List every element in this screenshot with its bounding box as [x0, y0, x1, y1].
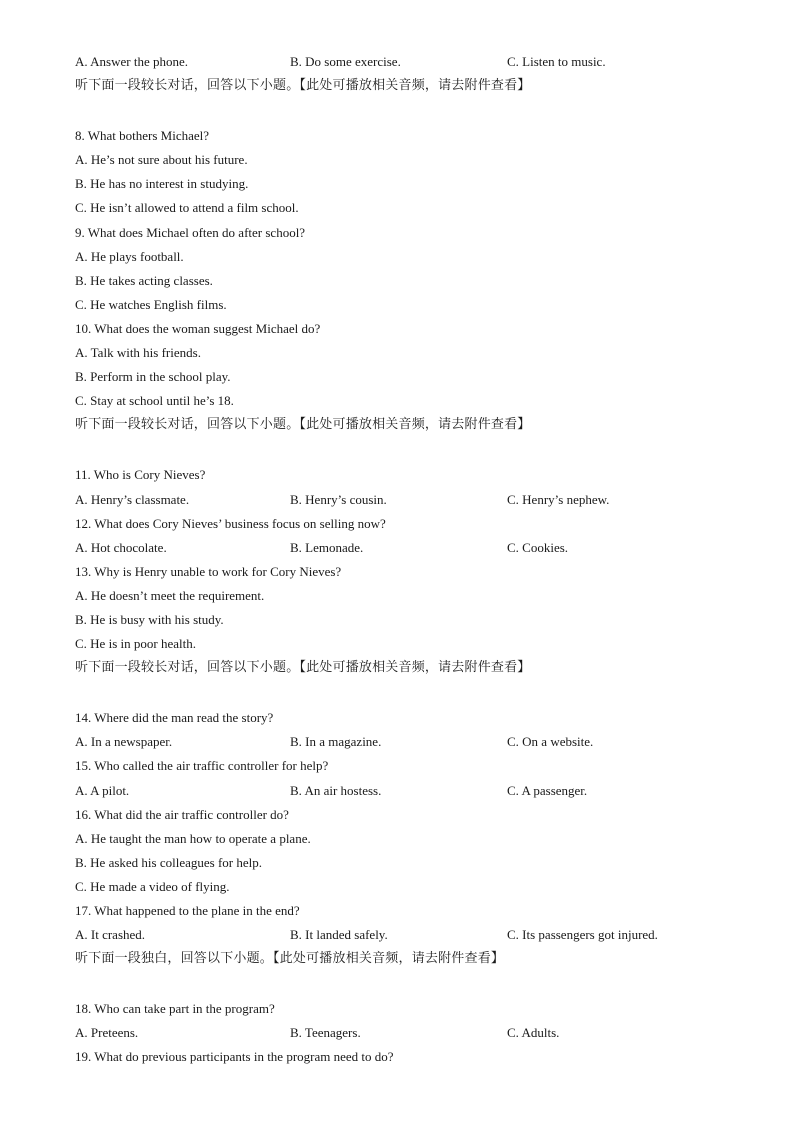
q8-option-b: B. He has no interest in studying.: [75, 176, 249, 192]
q18-options: [75, 1021, 755, 1045]
q11-option-c: C. Henry’s nephew.: [507, 491, 610, 507]
q11-options: [75, 488, 755, 512]
q8-option-a: A. He’s not sure about his future.: [75, 152, 248, 168]
q11-option-b: B. Henry’s cousin.: [290, 491, 387, 507]
q12-option-c: C. Cookies.: [507, 539, 569, 555]
q15-stem: 15. Who called the air traffic controller for help?: [75, 758, 329, 774]
q17-stem: 17. What happened to the plane in the end?: [75, 903, 300, 918]
q10-option-c: C. Stay at school until he’s 18.: [75, 393, 234, 409]
q14-option-b: B. In a magazine.: [290, 734, 382, 750]
q15-option-b: B. An air hostess.: [290, 782, 382, 798]
q8-option-c: C. He isn’t allowed to attend a film school.: [75, 200, 299, 216]
q18-option-a: A. Preteens.: [75, 1025, 139, 1041]
q7-option-b: B. Do some exercise.: [290, 54, 401, 69]
q17-options: [75, 923, 755, 947]
q18-stem: 18. Who can take part in the program?: [75, 1001, 275, 1017]
q14-stem: 14. Where did the man read the story?: [75, 710, 274, 726]
q14-option-a: A. In a newspaper.: [75, 734, 173, 750]
listening-instruction-monologue: 听下面一段独白，回答以下小题。【此处可播放相关音频，请去附件查看】: [75, 951, 505, 967]
q11-stem: 11. Who is Cory Nieves?: [75, 467, 206, 483]
q18-option-c: C. Adults.: [507, 1025, 560, 1041]
q16-option-b: B. He asked his colleagues for help.: [75, 854, 263, 870]
q10-option-b: B. Perform in the school play.: [75, 369, 231, 385]
q7-option-c: C. Listen to music.: [507, 54, 606, 69]
q7-option-a: A. Answer the phone.: [75, 54, 189, 69]
q16-option-a: A. He taught the man how to operate a plane.: [75, 830, 311, 846]
q17-option-b: B. It landed safely.: [290, 927, 388, 943]
q14-option-c: C. On a website.: [507, 734, 594, 750]
q9-stem: 9. What does Michael often do after school?: [75, 224, 306, 240]
q8-stem: 8. What bothers Michael?: [75, 128, 210, 144]
q17-option-c: C. Its passengers got injured.: [507, 927, 658, 943]
q10-option-a: A. Talk with his friends.: [75, 345, 201, 361]
q14-options: [75, 730, 755, 754]
q15-options: [75, 779, 755, 803]
q13-option-a: A. He doesn’t meet the requirement.: [75, 587, 265, 603]
q11-option-a: A. Henry’s classmate.: [75, 491, 190, 507]
q19-stem: 19. What do previous participants in the program need to do?: [75, 1049, 394, 1065]
q15-option-c: C. A passenger.: [507, 782, 588, 798]
q13-stem: 13. Why is Henry unable to work for Cory Nieves?: [75, 563, 342, 579]
q16-stem: 16. What did the air traffic controller do?: [75, 806, 289, 822]
q9-option-a: A. He plays football.: [75, 248, 184, 264]
q12-option-b: B. Lemonade.: [290, 539, 364, 555]
listening-instruction-3: 听下面一段较长对话，回答以下小题。【此处可播放相关音频，请去附件查看】: [75, 660, 531, 676]
listening-instruction-2: 听下面一段较长对话，回答以下小题。【此处可播放相关音频，请去附件查看】: [75, 417, 531, 433]
q10-stem: 10. What does the woman suggest Michael do?: [75, 320, 321, 336]
q9-option-c: C. He watches English films.: [75, 296, 227, 312]
q17-option-a: A. It crashed.: [75, 927, 146, 943]
listening-instruction-1: 听下面一段较长对话，回答以下小题。【此处可播放相关音频，请去附件查看】: [75, 78, 531, 94]
q18-option-b: B. Teenagers.: [290, 1025, 361, 1041]
q7-options: [75, 50, 755, 74]
q13-option-b: B. He is busy with his study.: [75, 611, 224, 627]
q13-option-c: C. He is in poor health.: [75, 636, 196, 652]
q16-option-c: C. He made a video of flying.: [75, 878, 230, 894]
q12-stem: 12. What does Cory Nieves’ business focus on selling now?: [75, 515, 386, 531]
q12-option-a: A. Hot chocolate.: [75, 539, 167, 555]
q12-options: [75, 536, 755, 560]
exam-page: [75, 50, 755, 1070]
q15-option-a: A. A pilot.: [75, 782, 130, 798]
q9-option-b: B. He takes acting classes.: [75, 272, 213, 288]
